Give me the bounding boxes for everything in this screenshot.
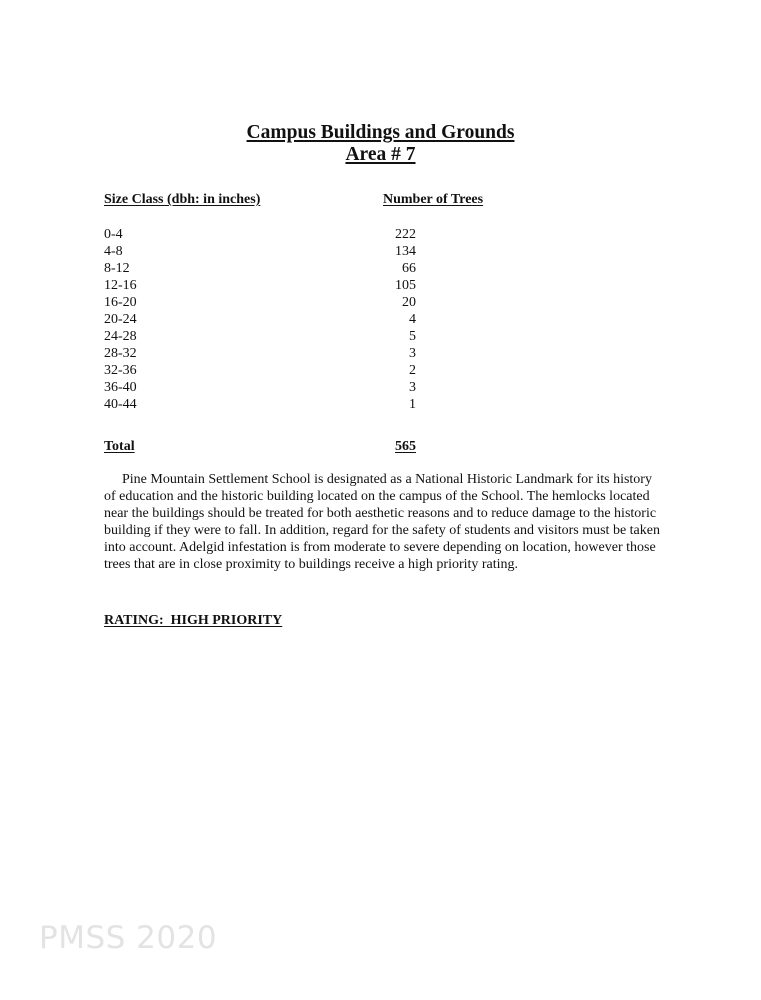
total-row [104,438,424,455]
table-row [104,311,424,328]
size-class-cell: 20-24 [104,312,137,327]
size-class-cell: 40-44 [104,397,137,412]
tree-count-cell: 20 [402,295,416,310]
priority-rating: RATING: HIGH PRIORITY [104,613,283,628]
table-row [104,379,424,396]
size-class-cell: 28-32 [104,346,137,361]
table-row [104,396,424,413]
table-row [104,345,424,362]
size-class-cell: 0-4 [104,227,123,242]
size-class-cell: 24-28 [104,329,137,344]
title-block [0,122,761,166]
total-label: Total [104,439,135,454]
table-row [104,362,424,379]
tree-count-cell: 134 [395,244,416,259]
tree-count-cell: 66 [402,261,416,276]
document-title: Campus Buildings and Grounds [246,122,515,143]
document-subtitle: Area # 7 [345,144,416,165]
size-class-cell: 12-16 [104,278,137,293]
total-value: 565 [395,439,416,454]
size-class-cell: 4-8 [104,244,123,259]
tree-count-cell: 2 [409,363,416,378]
size-class-header: Size Class (dbh: in inches) [104,192,261,207]
table-row [104,260,424,277]
size-class-cell: 32-36 [104,363,137,378]
table-row [104,328,424,345]
number-of-trees-header: Number of Trees [383,192,484,207]
tree-count-cell: 3 [409,346,416,361]
table-row [104,243,424,260]
description-paragraph: Pine Mountain Settlement School is designated as a National Historic Landmark for its history of education and the historic building located on the campus of the School. The hemlocks located near the buildings should be treated for both aesthetic reasons and to reduce damage to the historic building if they were to fall. In addition, regard for the safety of students and visitors must be taken into account. Adelgid infestation is from moderate to severe depending on location, however those trees that are in close proximity to buildings receive a high priority rating. [104,472,660,572]
size-class-cell: 36-40 [104,380,137,395]
watermark: PMSS 2020 [39,920,218,956]
size-class-cell: 16-20 [104,295,137,310]
tree-table [104,226,424,413]
size-class-cell: 8-12 [104,261,130,276]
tree-count-cell: 4 [409,312,416,327]
tree-count-cell: 105 [395,278,416,293]
table-row [104,294,424,311]
tree-count-cell: 222 [395,227,416,242]
tree-count-cell: 1 [409,397,416,412]
table-row [104,226,424,243]
tree-count-cell: 3 [409,380,416,395]
tree-count-cell: 5 [409,329,416,344]
table-row [104,277,424,294]
